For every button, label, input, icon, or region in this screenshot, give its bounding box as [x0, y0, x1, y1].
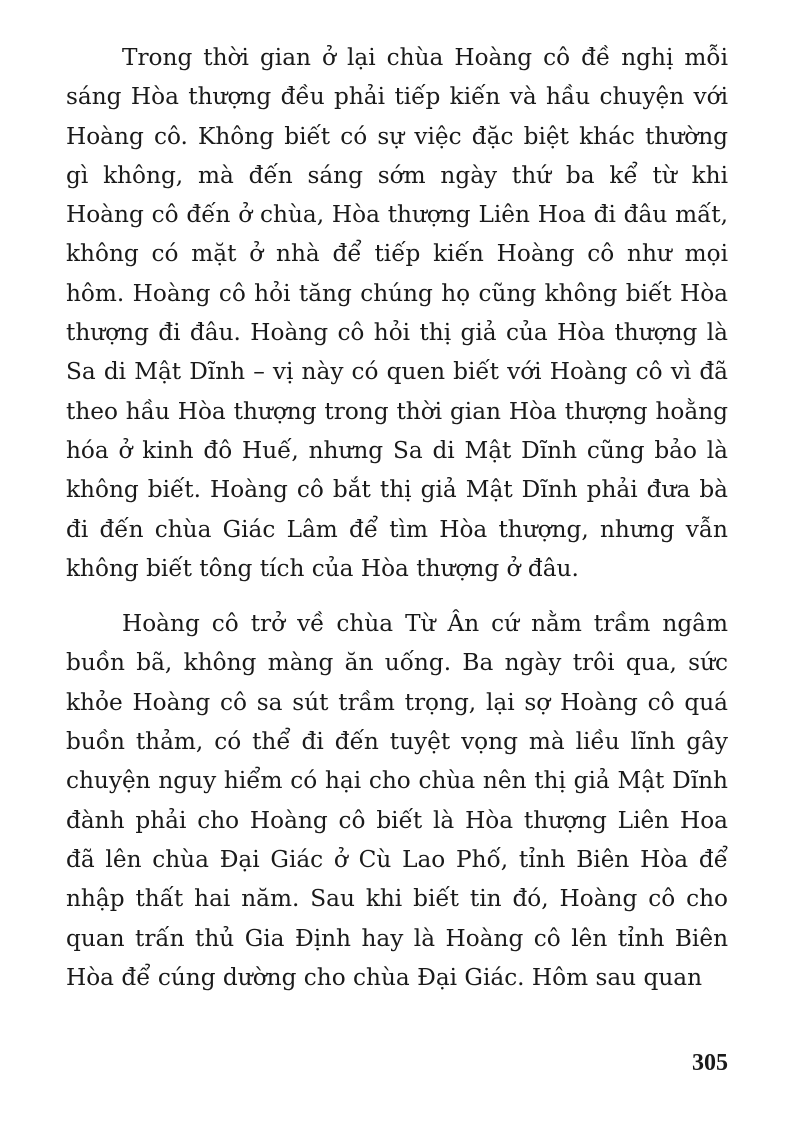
- paragraph-1: Trong thời gian ở lại chùa Hoàng cô đề nghị mỗi sáng Hòa thượng đều phải tiếp kiến và hầu chuyện với Hoàng cô. Không biết có sự việc đặc biệt khác thường gì không, mà đến sáng sớm ngày thứ ba kể từ khi Hoàng cô đến ở chùa, Hòa thượng Liên Hoa đi đâu mất, không có mặt ở nhà để tiếp kiến Hoàng cô như mọi hôm. Hoàng cô hỏi tăng chúng họ cũng không biết Hòa thượng đi đâu. Hoàng cô hỏi thị giả của Hòa thượng là Sa di Mật Dĩnh – vị này có quen biết với Hoàng cô vì đã theo hầu Hòa thượng trong thời gian Hòa thượng hoằng hóa ở kinh đô Huế, nhưng Sa di Mật Dĩnh cũng bảo là không biết. Hoàng cô bắt thị giả Mật Dĩnh phải đưa bà đi đến chùa Giác Lâm để tìm Hòa thượng, nhưng vẫn không biết tông tích của Hòa thượng ở đâu.: [66, 44, 728, 582]
- paragraph-2: Hoàng cô trở về chùa Từ Ân cứ nằm trầm ngâm buồn bã, không màng ăn uống. Ba ngày trôi qua, sức khỏe Hoàng cô sa sút trầm trọng, lại sợ Hoàng cô quá buồn thảm, có thể đi đến tuyệt vọng mà liều lĩnh gây chuyện nguy hiểm có hại cho chùa nên thị giả Mật Dĩnh đành phải cho Hoàng cô biết là Hòa thượng Liên Hoa đã lên chùa Đại Giác ở Cù Lao Phố, tỉnh Biên Hòa để nhập thất hai năm. Sau khi biết tin đó, Hoàng cô cho quan trấn thủ Gia Định hay là Hoàng cô lên tỉnh Biên Hòa để cúng dường cho chùa Đại Giác. Hôm sau quan: [66, 610, 728, 991]
- page-number: 305: [692, 1050, 728, 1076]
- page-body: [66, 38, 728, 997]
